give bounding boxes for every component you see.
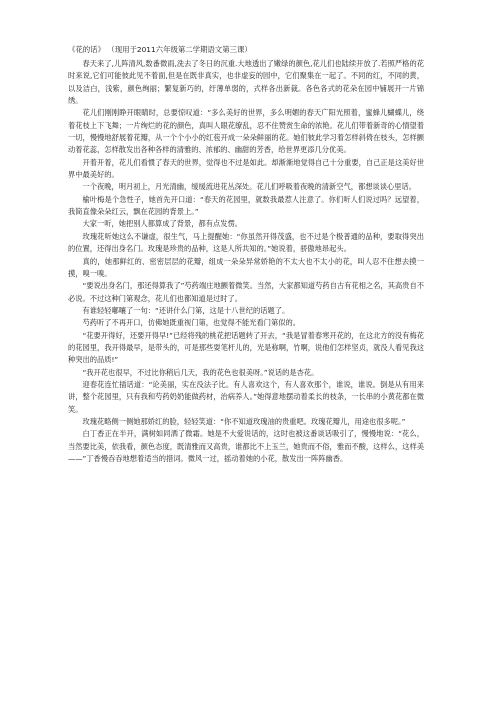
paragraph: 迎春花连忙插话道：“论美丽，实在没法子比。有人喜欢这个，有人喜欢那个，谁说，谁说。倒是从有用来讲，整个花园里，只有我和芍药奶奶能做药材，治病养人。”她得意地摆动着柔长的枝条，一长串的小黄花都在微笑。 bbox=[68, 379, 424, 414]
paragraph: 白丁香正在半开，满树如同洒了微霜。她是不大爱说话的，这时也被这番谈话吸引了，慢慢地说：“花么，当然要比美，依我看，颜色态度，既清雅而又高贵，谁都比不上玉兰，她贵而不俗，雅而不酸，这样么，这样美——”丁香慢吞吞地想着适当的措词。微风一过，摇动着她的小花，散发出一阵阵幽香。 bbox=[68, 429, 424, 463]
paragraph: 玫瑰花略侧一侧她那娇红的脸，轻轻笑道：“你不知道玫瑰油的贵重吧。玫瑰花瓣儿，用途也很多呢。” bbox=[82, 416, 406, 426]
paragraph: 春天来了,儿阵清风,数番微雨,洗去了冬日的沉重.大地透出了嫩绿的颜色,花儿们也陆续开放了.若照严格的花时来说,它们可能彼此见不着面,但是在既非真实，也非虚妄的园中，它们聚集在一起了。不同的红，不同的黄，以及洁白，浅紫，颜色绚丽；繁复新巧的，纡薄单弱的，式样各出新裁。各色各式的花朵在园中铺展开一片锦绣。 bbox=[68, 59, 424, 106]
paragraph: 芍药听了不再开口，仿佛她既重视门第，也觉得不能光看门第似的。 bbox=[82, 318, 301, 328]
paragraph: 大家一听，她把别人都算成了背景，都有点发愣。 bbox=[82, 219, 243, 229]
document-body bbox=[68, 58, 424, 465]
paragraph: 真的，她那鲜红的、密密层层的花瓣，组成一朵朵异常娇艳的不太大也不太小的花，叫人忍不住想去摸一摸，嗅一嗅。 bbox=[68, 256, 424, 278]
paragraph: 一个夜晚，明月初上，月光清幽，缓缓流进花丛深处。花儿们呼吸着夜晚的清新空气，都想谈谈心里话。 bbox=[82, 182, 417, 192]
paragraph: 榆叶梅是个急性子，她首先开口道：“春天的花园里，就数我最惹人注意了。你们听人们说过吗？远望着，我简直像朵朵红云，飘在花园的背景上。” bbox=[68, 194, 424, 217]
paragraph: “花要开得好，还要开得早!”已经将残的桃花把话题转了开去，“我是冒着春寒开花的，在这北方的没有梅花的花园里，我开得最早，是带头的，可是那些耍笔杆儿的，光是称啊，竹啊，说他们怎样坚贞，就没人看见我这种突出的品质!” bbox=[68, 330, 424, 365]
paragraph: 花儿们刚刚睁开眼睛时，总要惊叹道：“多么美好的世界，多么明媚的春天广阳光照着，蜜蜂儿蝴蝶儿，绕着花枝上下飞舞；一片绚烂的花的颜色，真叫人眼花缭乱，忍不住赞赏生命的浓艳。花儿们带着新奇的心情望着一切，慢慢地舒展着花瓣，从一个个小小的红苞开成一朵朵鲜丽的花。她们彼此学习着怎样斜倚在枝头，怎样颤动着花蕊，怎样散发出各种各样的清雅的、浓郁的、幽甜的芳香，给世界更添几分优美。 bbox=[68, 108, 424, 155]
paragraph: “要说出身名门，那还得算我了”芍药端庄地颤着微笑。当然，大家都知道芍药自古有花相之名，其高贵自不必说。不过这种门第观念，花儿们也都知道是过时了。 bbox=[68, 281, 424, 303]
document-title: 《花的话》 （现用于2011六年级第二学期语文第三课） bbox=[68, 45, 252, 54]
paragraph: 开着开着，花儿们看惯了春天的世界，觉得也不过是如此。却渐渐地觉得自己十分重要，自己正是这美好世界中最美好的。 bbox=[68, 157, 424, 180]
paragraph: 玫瑰花听她这么不谦虚，很生气，马上提醒她：“你虽然开得茂盛，也不过是个极普通的品种，要取得突出的位置，还得出身名门。玫瑰是珍贵的品种，这是人所共知的。”她说着，骄傲地昂起头。 bbox=[68, 231, 424, 254]
paragraph: 有谁轻轻嘟嚷了一句：“还讲什么门第，这是十八世纪的话题了。 bbox=[82, 305, 290, 315]
paragraph: “我开花也很早，不过比你稍后几天，我的花色也很美呀。”说话的是杏花。 bbox=[82, 367, 319, 377]
